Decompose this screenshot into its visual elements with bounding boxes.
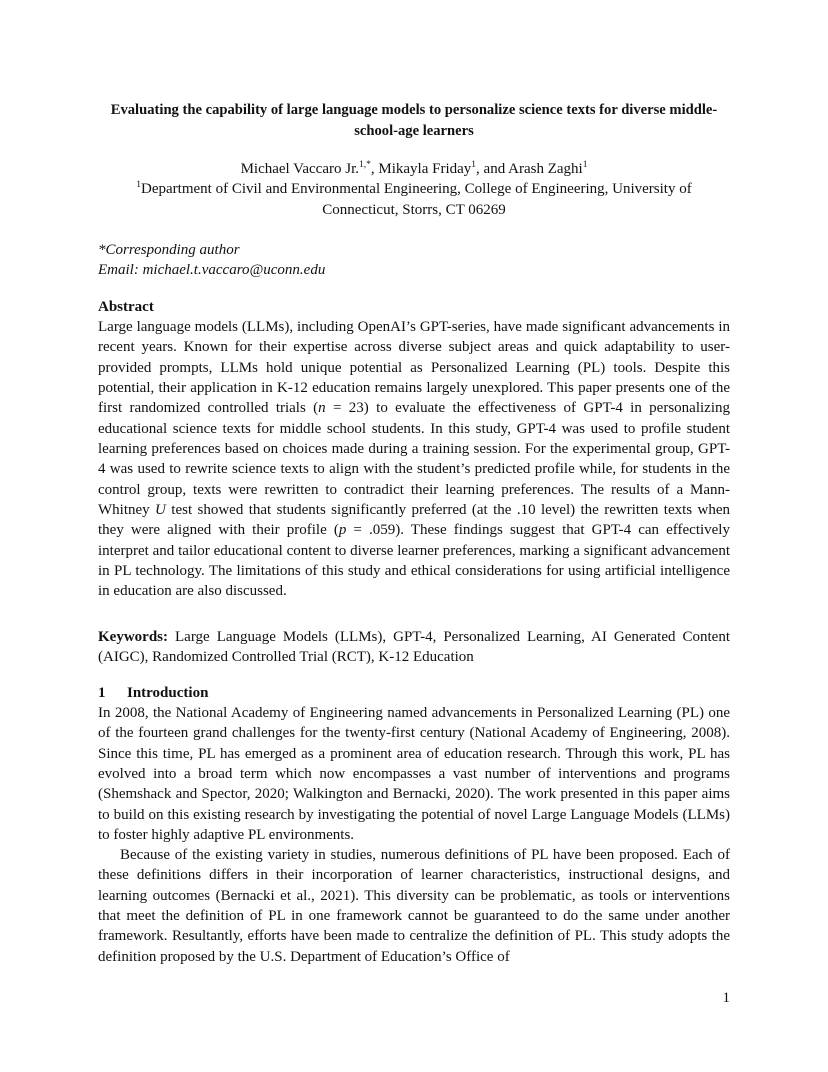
author-affiliation-mark: 1	[582, 160, 588, 170]
abstract-italic-u: U	[155, 502, 166, 519]
abstract-text: = .059). These findings suggest that GPT-4 can effectively interpret and tailor educational content to diverse learner preferences, marking a significant advancement in PL technology. The limitations of this study and ethical considerations for using artificial intelligence in education are also discussed.	[98, 522, 730, 600]
affiliation	[98, 179, 730, 221]
affiliation-mark: 1	[136, 180, 142, 190]
abstract-text: test showed that students significantly preferred (at the .10 level) the rewritten texts when they were aligned with their profile (	[98, 502, 730, 539]
section-number: 1	[98, 685, 106, 701]
abstract-heading: Abstract	[98, 299, 154, 315]
section-heading	[98, 683, 208, 703]
author-separator: ,	[370, 161, 379, 177]
corresponding-author	[98, 240, 325, 280]
abstract-italic-p: p	[338, 522, 347, 539]
keywords-text: Large Language Models (LLMs), GPT-4, Personalized Learning, AI Generated Content (AIGC), Randomized Controlled Trial (RCT), K-12 Education	[98, 629, 730, 666]
author-affiliation-mark: 1	[471, 160, 477, 170]
author-list	[98, 159, 730, 180]
author-name: Michael Vaccaro Jr.	[240, 161, 359, 177]
keywords	[98, 627, 730, 668]
affiliation-text: Department of Civil and Environmental Engineering, College of Engineering, University of Connecticut, Storrs, CT 06269	[141, 181, 692, 218]
page-number: 1	[722, 990, 730, 1006]
author-name: Mikayla Friday	[378, 161, 472, 177]
abstract-text: = 23) to evaluate the effectiveness of GPT-4 in personalizing educational science texts for middle school students. In this study, GPT-4 was used to profile student learning preferences based on choices made during a training session. For the experimental group, GPT-4 was used to rewrite science texts to align with the student’s predicted profile while, for students in the control group, texts were rewritten to contradict their learning preferences. The results of a Mann-Whitney	[98, 400, 730, 519]
author-name: Arash Zaghi	[508, 161, 583, 177]
author-separator: , and	[476, 161, 509, 177]
section-title: Introduction	[127, 685, 209, 701]
intro-paragraph-2: Because of the existing variety in studies, numerous definitions of PL have been proposed. Each of these definitions differs in their incorporation of learner characteristics, instructional designs, and learning outcomes (Bernacki et al., 2021). This diversity can be problematic, as tools or interventions that meet the definition of PL in one framework cannot be guaranteed to do the same under another framework. Resultantly, efforts have been made to centralize the definition of PL. This study adopts the definition proposed by the U.S. Department of Education’s Office of	[98, 847, 730, 965]
intro-paragraph-1: In 2008, the National Academy of Engineering named advancements in Personalized Learning (PL) one of the fourteen grand challenges for the twenty-first century (National Academy of Engineering, 2008). Since this time, PL has emerged as a prominent area of education research. Through this work, PL has evolved into a broad term which now encompasses a vast number of interventions and programs (Shemshack and Spector, 2020; Walkington and Bernacki, 2020). The work presented in this paper aims to build on this existing research by investigating the potential of novel Large Language Models (LLMs) to foster highly adaptive PL environments.	[98, 705, 730, 844]
abstract-text: Large language models (LLMs), including OpenAI’s GPT-series, have made significant advancements in recent years. Known for their expertise across diverse subject areas and quick adaptability to user-provided prompts, LLMs hold unique potential as Personalized Learning (PL) tools. Despite this potential, their application in K-12 education remains largely unexplored. This paper presents one of the first randomized controlled trials (	[98, 319, 730, 417]
abstract-body	[98, 317, 730, 602]
corresponding-author-email: Email: michael.t.vaccaro@uconn.edu	[98, 262, 326, 278]
author-affiliation-mark: 1,*	[359, 160, 371, 170]
paper-title: Evaluating the capability of large language models to personalize science texts for diverse middle-school-age learners	[110, 102, 718, 139]
abstract-italic-n: n	[318, 400, 326, 417]
corresponding-author-label: *Corresponding author	[98, 242, 240, 258]
keywords-label: Keywords:	[98, 629, 168, 645]
